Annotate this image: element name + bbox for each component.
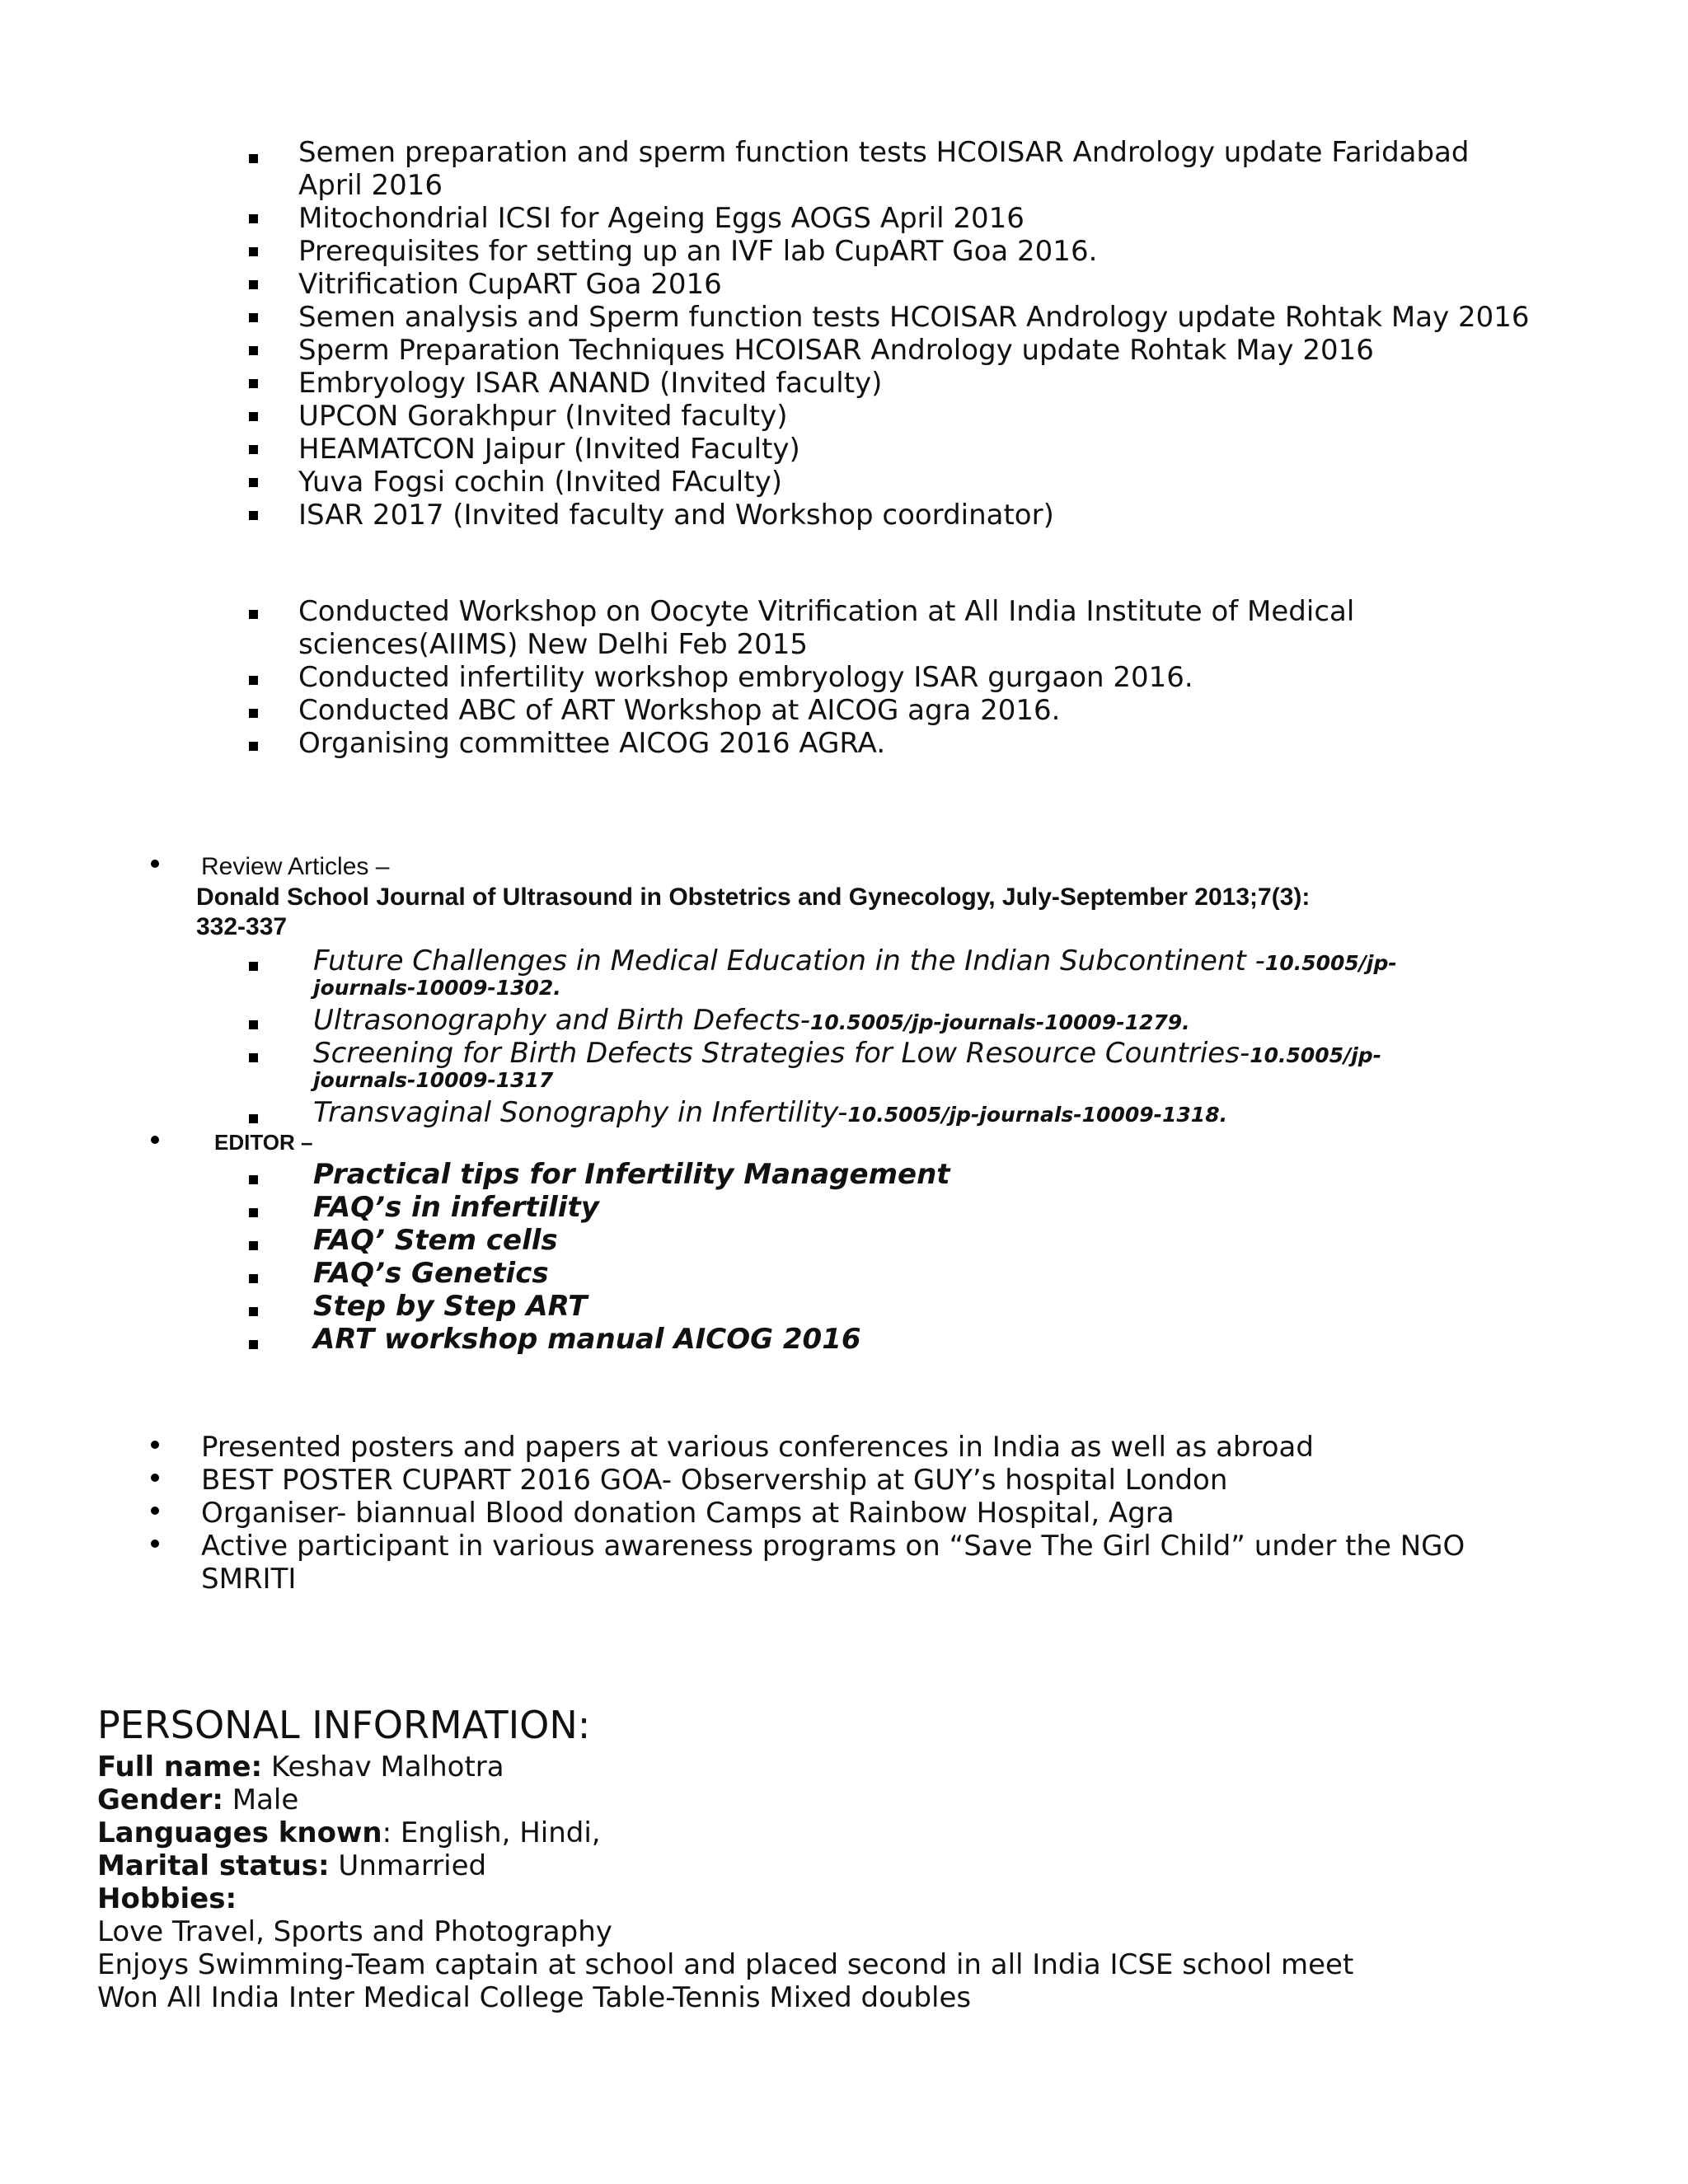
talk-item-line: April 2016	[298, 169, 443, 202]
hobby-line: Enjoys Swimming-Team captain at school and placed second in all India ICSE school meet	[97, 1948, 1354, 1981]
editor-book: ART workshop manual AICOG 2016	[313, 1323, 861, 1356]
bullet-square-icon	[249, 1175, 258, 1184]
bullet-square-icon	[249, 1053, 258, 1062]
workshop-item-line: sciences(AIIMS) New Delhi Feb 2015	[298, 628, 809, 661]
workshop-item-line: Conducted Workshop on Oocyte Vitrification at All India Institute of Medical	[298, 595, 1355, 628]
bullet-dot-icon	[151, 1507, 159, 1515]
editor-book: FAQ’s in infertility	[313, 1191, 599, 1224]
achievement-item: Organiser- biannual Blood donation Camps at Rainbow Hospital, Agra	[201, 1497, 1175, 1530]
field-label: Languages known	[97, 1816, 382, 1849]
bullet-square-icon	[249, 1307, 258, 1316]
article-doi-continued: journals-10009-1317	[313, 1068, 554, 1092]
workshop-item: Conducted ABC of ART Workshop at AICOG agra 2016.	[298, 694, 1061, 727]
bullet-square-icon	[249, 346, 258, 355]
bullet-dot-icon	[151, 860, 159, 868]
article-title: Future Challenges in Medical Education in the Indian Subcontinent -	[313, 944, 1265, 977]
field-value: Keshav Malhotra	[262, 1750, 504, 1783]
achievement-item-line: Active participant in various awareness programs on “Save The Girl Child” under the NGO	[201, 1530, 1465, 1563]
bullet-square-icon	[249, 379, 258, 388]
bullet-square-icon	[249, 412, 258, 421]
article-doi: 10.5005/jp-	[1250, 1043, 1382, 1067]
article-title: Screening for Birth Defects Strategies for Low Resource Countries-	[313, 1037, 1250, 1070]
bullet-square-icon	[249, 445, 258, 454]
marital-status-row	[97, 1849, 486, 1882]
talk-item: Prerequisites for setting up an IVF lab CupART Goa 2016.	[298, 235, 1098, 268]
article-doi: 10.5005/jp-journals-10009-1279.	[810, 1010, 1190, 1034]
languages-row	[97, 1816, 601, 1849]
article-title: Transvaginal Sonography in Infertility-	[313, 1096, 848, 1129]
bullet-square-icon	[249, 511, 258, 520]
bullet-dot-icon	[151, 1540, 159, 1548]
bullet-square-icon	[249, 1274, 258, 1283]
hobbies-label: Hobbies:	[97, 1882, 237, 1915]
full-name-row	[97, 1750, 504, 1783]
article-item	[313, 1004, 1190, 1039]
achievement-item: Presented posters and papers at various conferences in India as well as abroad	[201, 1431, 1314, 1464]
article-doi: 10.5005/jp-	[1264, 951, 1397, 975]
workshop-item: Conducted infertility workshop embryology ISAR gurgaon 2016.	[298, 661, 1193, 694]
gender-row	[97, 1783, 298, 1816]
achievement-item: BEST POSTER CUPART 2016 GOA- Observership at GUY’s hospital London	[201, 1464, 1228, 1497]
field-label: Full name:	[97, 1750, 263, 1783]
talk-item: Semen analysis and Sperm function tests HCOISAR Andrology update Rohtak May 2016	[298, 301, 1530, 334]
bullet-square-icon	[249, 1340, 258, 1349]
field-label: Gender:	[97, 1783, 223, 1816]
achievement-item-line: SMRITI	[201, 1563, 297, 1596]
bullet-dot-icon	[151, 1136, 159, 1144]
bullet-dot-icon	[151, 1441, 159, 1449]
review-heading: Review Articles –	[201, 853, 390, 880]
talk-item: Sperm Preparation Techniques HCOISAR Andrology update Rohtak May 2016	[298, 334, 1374, 367]
bullet-square-icon	[249, 280, 258, 289]
talk-item: UPCON Gorakhpur (Invited faculty)	[298, 400, 788, 433]
bullet-square-icon	[249, 676, 258, 685]
editor-book: FAQ’ Stem cells	[313, 1224, 558, 1257]
bullet-square-icon	[249, 154, 258, 163]
talk-item: Embryology ISAR ANAND (Invited faculty)	[298, 367, 883, 400]
field-value: Male	[223, 1783, 299, 1816]
editor-book: Step by Step ART	[313, 1290, 588, 1323]
article-doi-continued: journals-10009-1302.	[313, 976, 561, 1000]
bullet-square-icon	[249, 1241, 258, 1250]
section-heading: PERSONAL INFORMATION:	[97, 1703, 591, 1747]
article-doi: 10.5005/jp-journals-10009-1318.	[847, 1103, 1228, 1127]
journal-title-line: Donald School Journal of Ultrasound in Obstetrics and Gynecology, July-September 2013;7(3):	[196, 883, 1311, 911]
bullet-square-icon	[249, 313, 258, 322]
journal-title-line: 332-337	[196, 913, 288, 940]
bullet-square-icon	[249, 962, 258, 971]
talk-item: Vitrification CupART Goa 2016	[298, 268, 722, 301]
article-item	[313, 944, 1397, 980]
article-item	[313, 1096, 1227, 1132]
hobby-line: Won All India Inter Medical College Table-Tennis Mixed doubles	[97, 1981, 972, 2014]
talk-item: ISAR 2017 (Invited faculty and Workshop coordinator)	[298, 499, 1054, 532]
editor-book: Practical tips for Infertility Management	[313, 1158, 950, 1191]
bullet-square-icon	[249, 1020, 258, 1029]
talk-item: Mitochondrial ICSI for Ageing Eggs AOGS April 2016	[298, 202, 1025, 235]
field-value: : English, Hindi,	[382, 1816, 601, 1849]
bullet-square-icon	[249, 610, 258, 619]
editor-heading: EDITOR –	[214, 1130, 313, 1155]
talk-item: Yuva Fogsi cochin (Invited FAculty)	[298, 466, 782, 499]
bullet-square-icon	[249, 1208, 258, 1217]
bullet-square-icon	[249, 247, 258, 256]
bullet-square-icon	[249, 742, 258, 751]
hobby-line: Love Travel, Sports and Photography	[97, 1915, 612, 1948]
workshop-item: Organising committee AICOG 2016 AGRA.	[298, 727, 886, 760]
article-item	[313, 1037, 1381, 1072]
field-value: Unmarried	[329, 1849, 487, 1882]
bullet-square-icon	[249, 214, 258, 223]
field-label: Marital status:	[97, 1849, 330, 1882]
bullet-square-icon	[249, 1114, 258, 1123]
talk-item-line: Semen preparation and sperm function tests HCOISAR Andrology update Faridabad	[298, 136, 1470, 169]
editor-book: FAQ’s Genetics	[313, 1257, 549, 1290]
bullet-square-icon	[249, 709, 258, 718]
article-title: Ultrasonography and Birth Defects-	[313, 1004, 811, 1037]
bullet-square-icon	[249, 478, 258, 487]
bullet-dot-icon	[151, 1474, 159, 1482]
talk-item: HEAMATCON Jaipur (Invited Faculty)	[298, 433, 800, 466]
